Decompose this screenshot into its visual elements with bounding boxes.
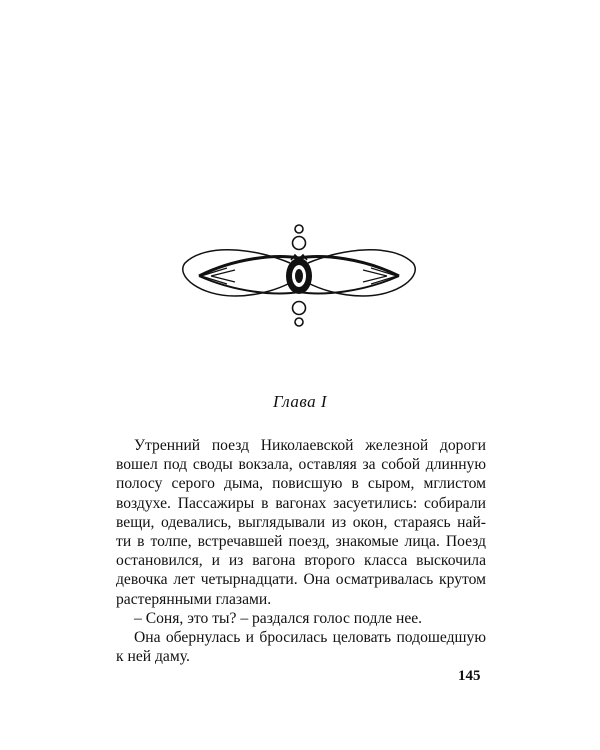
body-line: Она обернулась и бросилась целовать подошедшую xyxy=(134,629,486,647)
body-line: полосу серого дыма, повисшую в сыром, мглистом xyxy=(116,475,486,493)
body-text xyxy=(116,436,486,666)
decorative-eye-ornament-icon xyxy=(175,218,425,336)
body-line: остановился, и из вагона второго класса выскочила xyxy=(116,552,486,570)
body-line: Утренний поезд Николаевской железной дороги xyxy=(134,437,486,454)
body-line: вещи, одевались, выглядывали из окон, стараясь най- xyxy=(116,513,486,531)
body-line: вошел под своды вокзала, оставляя за собой длинную xyxy=(116,456,486,474)
page-number: 145 xyxy=(458,668,481,684)
body-line: воздухе. Пассажиры в вагонах засуетились: собирали xyxy=(116,494,486,512)
chapter-title: Глава I xyxy=(272,392,328,411)
body-line: – Соня, это ты? – раздался голос подле нее. xyxy=(134,609,423,627)
body-line: растерянными глазами. xyxy=(116,590,272,608)
body-line: ти в толпе, встречавшей поезд, знакомые лица. Поезд xyxy=(116,533,486,551)
body-line: к ней даму. xyxy=(116,648,190,666)
body-line: девочка лет четырнадцати. Она осматривалась крутом xyxy=(116,571,486,589)
